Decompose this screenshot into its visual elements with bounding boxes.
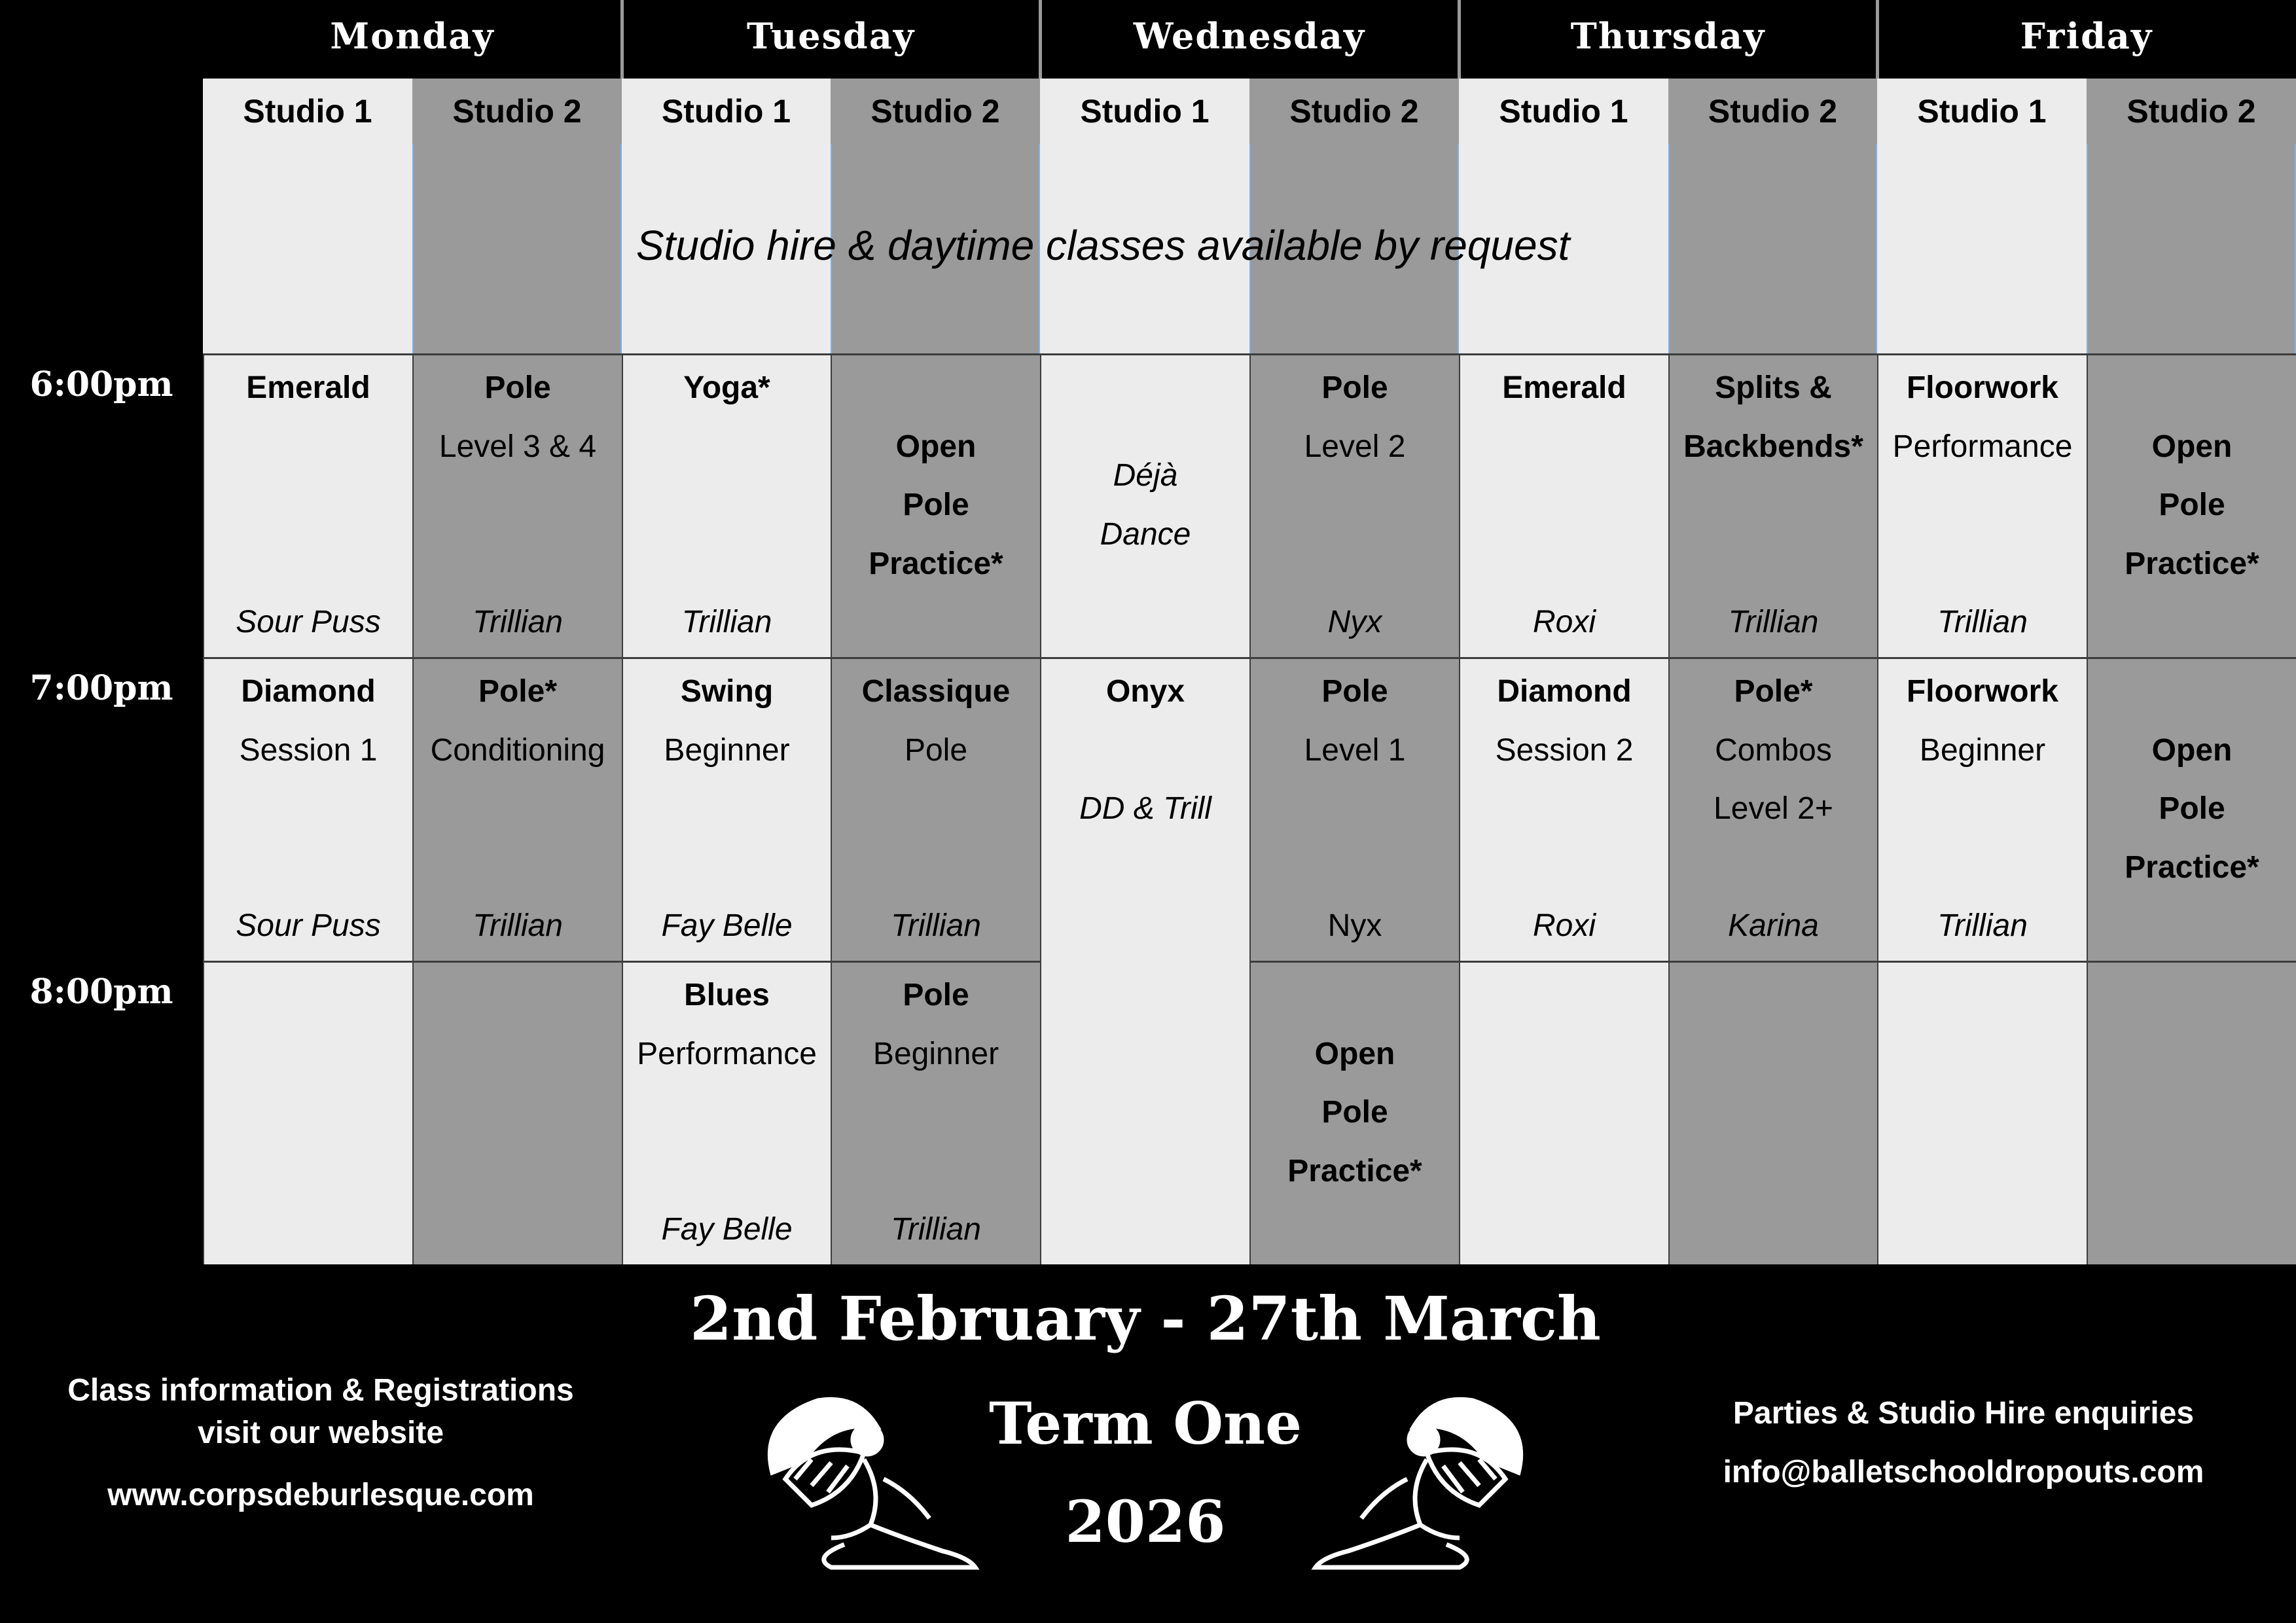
class-name: Open (2151, 429, 2233, 464)
class-name: Pole (1321, 1095, 1388, 1130)
class-name: Pole (1321, 674, 1388, 709)
visit-website-label: visit our website (197, 1416, 444, 1450)
class-level: Combos (1715, 732, 1832, 768)
instructor-name: Fay Belle (661, 908, 793, 943)
class-level: Session 1 (239, 732, 378, 768)
class-cell (203, 961, 412, 1264)
class-cell (1877, 961, 2087, 1264)
time-label: 7:00pm (29, 668, 173, 708)
studio-header: Studio 1 (1459, 79, 1668, 144)
class-cell (831, 657, 1040, 961)
studio-header: Studio 1 (1877, 79, 2087, 144)
day-divider (1039, 0, 1042, 79)
class-name: Backbends* (1683, 429, 1863, 464)
class-cell (622, 657, 831, 961)
instructor-name: Trillian (891, 908, 981, 943)
class-cell (412, 353, 622, 657)
class-name: Practice* (2125, 849, 2259, 885)
class-name: Emerald (246, 370, 370, 405)
class-cell (1459, 353, 1668, 657)
class-cell (1668, 961, 1877, 1264)
class-name: Diamond (241, 674, 376, 709)
class-level: Pole (904, 732, 968, 768)
class-cell (831, 353, 1040, 657)
studio-header: Studio 1 (1040, 79, 1249, 144)
daytime-classes-notice: Studio hire & daytime classes available by request (636, 222, 1570, 269)
instructor-name: DD & Trill (1079, 791, 1211, 826)
class-cell (1459, 961, 1668, 1264)
class-name: Classique (861, 674, 1011, 709)
class-name: Swing (680, 674, 774, 709)
class-name: Pole (903, 488, 969, 522)
instructor-name: Fay Belle (661, 1212, 793, 1247)
class-name: Floorwork (1906, 674, 2058, 709)
class-level: Session 2 (1495, 732, 1634, 768)
class-cell (412, 961, 622, 1264)
class-info-label: Class information & Registrations (67, 1373, 574, 1408)
day-header-friday: Friday (1877, 0, 2296, 79)
class-cell (1249, 961, 1459, 1264)
class-level: Performance (1892, 429, 2073, 464)
class-level: Nyx (1327, 908, 1382, 943)
class-cell (1877, 657, 2087, 961)
class-cell (1459, 657, 1668, 961)
class-cell (1668, 353, 1877, 657)
class-cell (1249, 353, 1459, 657)
class-cell (203, 657, 412, 961)
email-link[interactable]: info@balletschooldropouts.com (1723, 1455, 2204, 1489)
class-cell (2087, 657, 2296, 961)
instructor-name: Roxi (1532, 908, 1596, 943)
class-name: Pole (903, 978, 969, 1012)
studio-header: Studio 1 (622, 79, 831, 144)
instructor-name: Roxi (1532, 605, 1596, 639)
class-cell (2087, 961, 2296, 1264)
class-name: Onyx (1105, 674, 1185, 709)
class-name: Pole (484, 370, 551, 405)
day-divider (1876, 0, 1879, 79)
class-name: Yoga* (683, 370, 770, 405)
class-cell (412, 657, 622, 961)
class-cell (622, 961, 831, 1264)
dancer-emblem-left (733, 1381, 982, 1571)
day-divider (1458, 0, 1461, 79)
instructor-name: Dance (1100, 516, 1191, 552)
day-divider (620, 0, 624, 79)
class-name: Practice* (1287, 1153, 1422, 1188)
class-name: Pole* (478, 674, 558, 709)
class-name: Open (895, 429, 977, 464)
class-cell (831, 961, 1040, 1264)
studio-header: Studio 1 (203, 79, 412, 144)
day-header-wednesday: Wednesday (1040, 0, 1459, 79)
class-level: Beginner (664, 732, 790, 768)
class-name: Pole (1321, 370, 1388, 405)
class-name: Pole (2159, 488, 2225, 522)
studio-header: Studio 2 (1668, 79, 1877, 144)
time-label: 8:00pm (29, 972, 173, 1012)
class-cell (1668, 657, 1877, 961)
instructor-name: Trillian (1937, 605, 2028, 639)
class-level: Level 1 (1304, 732, 1406, 768)
term-dates: 2nd February - 27th March (690, 1283, 1601, 1354)
class-cell (1877, 353, 2087, 657)
class-cell (1040, 657, 1249, 1264)
instructor-name: Sour Puss (236, 908, 381, 943)
class-name: Floorwork (1906, 370, 2058, 405)
instructor-name: Trillian (1728, 605, 1819, 639)
day-header-monday: Monday (203, 0, 622, 79)
class-cell (203, 353, 412, 657)
instructor-name: Sour Puss (236, 605, 381, 639)
instructor-name: Karina (1728, 908, 1819, 943)
instructor-name: Trillian (473, 908, 563, 943)
class-name: Open (2151, 732, 2233, 768)
class-cell (622, 353, 831, 657)
class-level: Conditioning (430, 732, 605, 768)
class-name: Practice* (2125, 546, 2259, 581)
term-year: 2026 (1065, 1488, 1226, 1556)
instructor-name: Trillian (1937, 908, 2028, 943)
class-name: Blues (684, 978, 770, 1012)
class-level: Level 3 & 4 (439, 429, 597, 464)
class-name: Emerald (1502, 370, 1626, 405)
instructor-name: Trillian (681, 605, 772, 639)
instructor-name: Nyx (1327, 605, 1382, 639)
class-name: Pole* (1734, 674, 1813, 709)
class-name: Pole (2159, 791, 2225, 826)
class-level: Beginner (872, 1036, 999, 1071)
time-label: 6:00pm (29, 365, 173, 404)
class-name: Practice* (869, 546, 1003, 581)
class-name: Splits & (1715, 370, 1832, 405)
class-cell (1249, 657, 1459, 961)
class-level: Level 2+ (1713, 791, 1833, 826)
class-level: Beginner (1919, 732, 2046, 768)
instructor-name: Déjà (1113, 458, 1178, 493)
class-name: Diamond (1497, 674, 1632, 709)
studio-header: Studio 2 (1249, 79, 1459, 144)
studio-header: Studio 2 (831, 79, 1040, 144)
dancer-emblem-right (1309, 1381, 1558, 1571)
instructor-name: Trillian (473, 605, 563, 639)
term-title: Term One (988, 1389, 1302, 1457)
class-level: Performance (637, 1036, 817, 1071)
studio-header: Studio 2 (2087, 79, 2296, 144)
day-header-tuesday: Tuesday (622, 0, 1040, 79)
class-cell (1040, 353, 1249, 657)
studio-header: Studio 2 (412, 79, 622, 144)
day-header-thursday: Thursday (1459, 0, 1877, 79)
instructor-name: Trillian (891, 1212, 981, 1247)
class-name: Open (1314, 1036, 1395, 1071)
website-link[interactable]: www.corpsdeburlesque.com (107, 1478, 534, 1512)
hire-enquiries-label: Parties & Studio Hire enquiries (1732, 1396, 2195, 1431)
class-level: Level 2 (1304, 429, 1406, 464)
class-cell (2087, 353, 2296, 657)
banner-cell (2087, 144, 2296, 353)
